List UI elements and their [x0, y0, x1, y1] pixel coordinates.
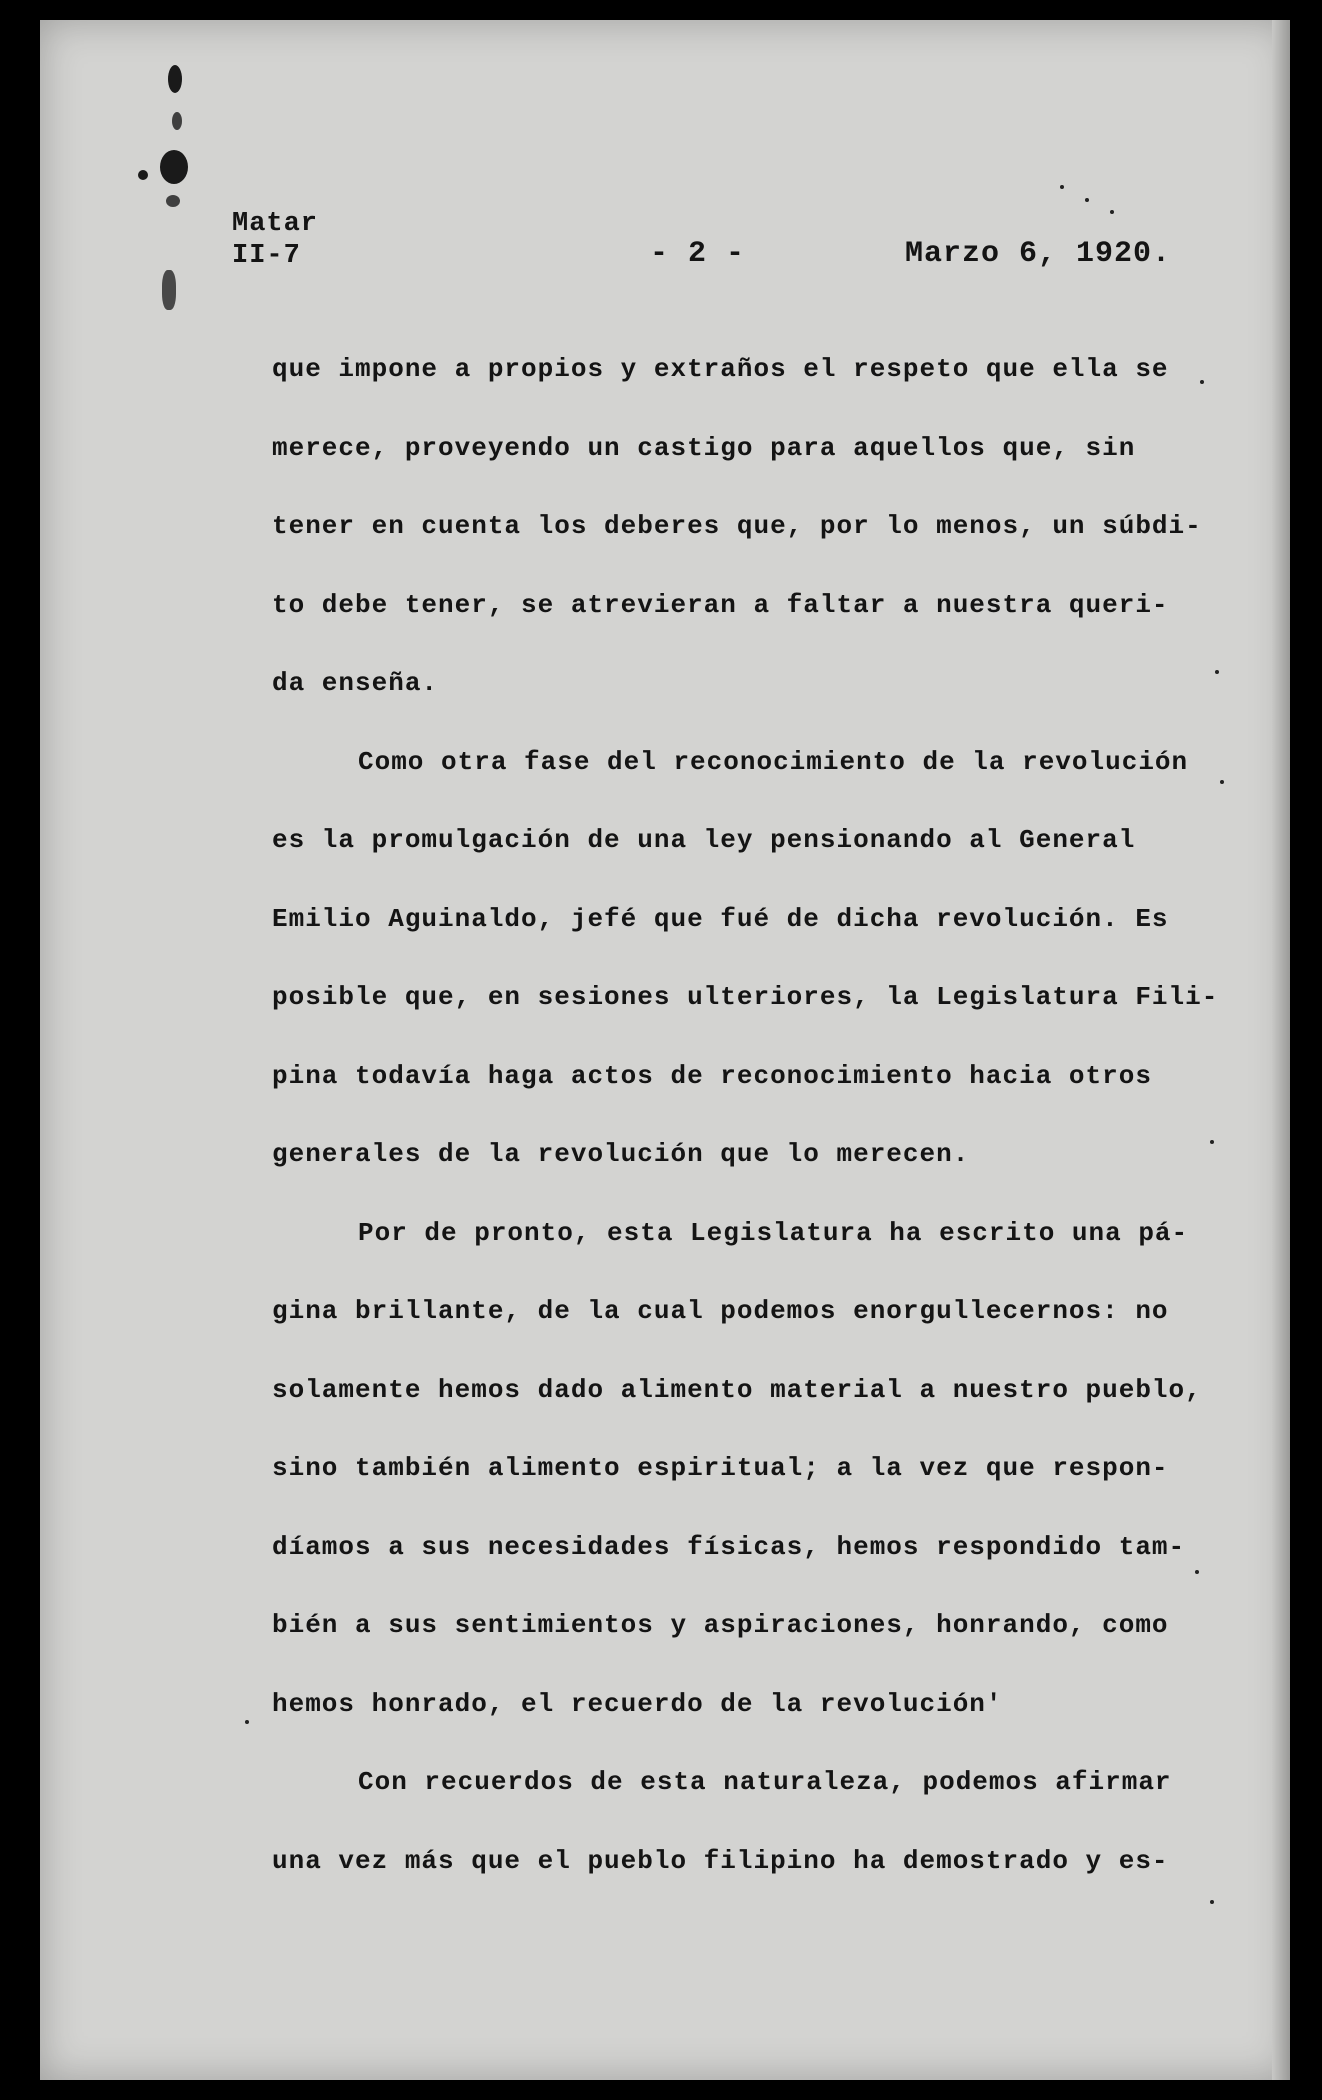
speck — [1215, 670, 1219, 674]
text-line: posible que, en sesiones ulteriores, la Legislatura Fili- — [272, 982, 1219, 1012]
speck — [1060, 185, 1064, 189]
text-line: gina brillante, de la cual podemos enorgullecernos: no — [272, 1296, 1169, 1326]
text-line: Emilio Aguinaldo, jefé que fué de dicha revolución. Es — [272, 903, 1169, 934]
text-line: pina todavía haga actos de reconocimiento hacia otros — [272, 1060, 1152, 1091]
text-line: generales de la revolución que lo merecen. — [272, 1139, 970, 1169]
paragraph-start-line: Por de pronto, esta Legislatura ha escrito una pá- — [358, 1217, 1189, 1248]
reference-line-1: Matar — [232, 209, 319, 239]
text-line: to debe tener, se atrevieran a faltar a nuestra queri- — [272, 589, 1169, 620]
text-line: tener en cuenta los deberes que, por lo menos, un súbdi- — [272, 511, 1202, 541]
page-number: - 2 - — [650, 237, 746, 271]
speck — [1210, 1900, 1214, 1904]
speck — [1085, 198, 1089, 202]
speck — [1200, 380, 1204, 384]
text-line: sino también alimento espiritual; a la vez que respon- — [272, 1453, 1169, 1483]
document-date: Marzo 6, 1920. — [905, 237, 1172, 271]
binding-mark — [172, 112, 182, 130]
text-line: da enseña. — [272, 668, 439, 698]
paragraph-start-line: Como otra fase del reconocimiento de la revolución — [358, 746, 1189, 777]
text-line: es la promulgación de una ley pensionando al General — [272, 825, 1136, 855]
text-line: solamente hemos dado alimento material a nuestro pueblo, — [272, 1374, 1202, 1405]
binding-mark — [162, 270, 176, 310]
speck — [245, 1720, 249, 1724]
paragraph-start-line: Con recuerdos de esta naturaleza, podemos afirmar — [358, 1767, 1172, 1797]
page-edge-shadow — [1272, 20, 1290, 2080]
reference-line-2: II-7 — [232, 241, 301, 271]
text-line: hemos honrado, el recuerdo de la revolución' — [272, 1688, 1003, 1719]
speck — [1195, 1570, 1199, 1574]
text-line: díamos a sus necesidades físicas, hemos respondido tam- — [272, 1531, 1186, 1562]
speck — [1210, 1140, 1214, 1144]
reference-code — [232, 208, 318, 272]
binding-mark — [160, 150, 188, 184]
text-line: merece, proveyendo un castigo para aquellos que, sin — [272, 432, 1136, 463]
text-line: una vez más que el pueblo filipino ha demostrado y es- — [272, 1845, 1169, 1876]
binding-mark — [138, 170, 148, 180]
binding-mark — [168, 65, 182, 93]
text-line: bién a sus sentimientos y aspiraciones, honrando, como — [272, 1610, 1169, 1640]
text-line: que impone a propios y extraños el respeto que ella se — [272, 354, 1169, 384]
speck — [1220, 780, 1224, 784]
document-body — [272, 330, 1219, 1900]
speck — [1110, 210, 1114, 214]
binding-mark — [166, 195, 180, 207]
